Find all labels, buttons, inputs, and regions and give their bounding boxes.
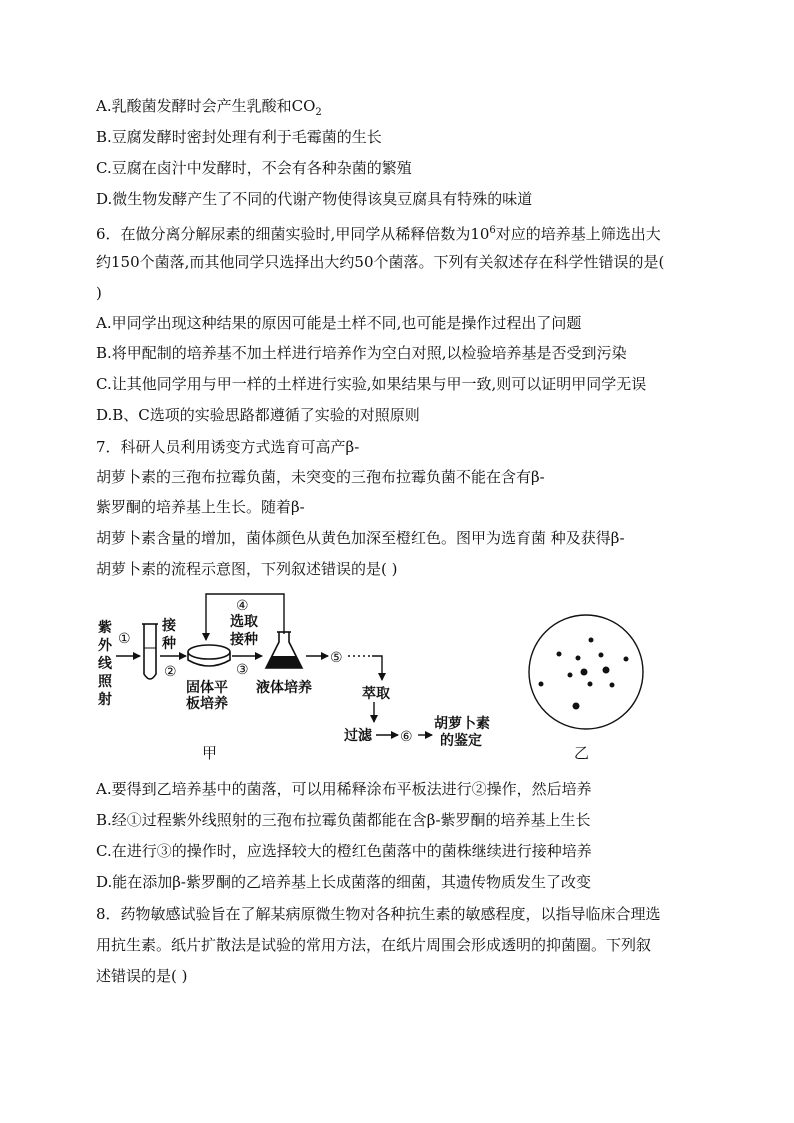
arrow-to-extraction: [372, 656, 382, 680]
figure-label-jia: 甲: [202, 744, 218, 762]
q6-stem-part-b: 对应的培养基上筛选出大: [495, 225, 661, 243]
q7-stem-line-3: 紫罗酮的培养基上生长。随着β-: [96, 498, 305, 516]
uv-irradiation-label: [98, 619, 113, 708]
inoculate-label-1: 接: [162, 618, 176, 634]
q7-option-a: A.要得到乙培养基中的菌落，可以用稀释涂布平板法进行②操作，然后培养: [96, 780, 592, 798]
q6-stem-line-2: 约150个菌落,而其他同学只选择出大约50个菌落。下列有关叙述存在科学性错误的是(: [96, 253, 665, 271]
select-label-1: 选取: [230, 614, 258, 630]
q7-stem-line-1: 7．科研人员利用诱变方式选育可高产β-: [96, 438, 360, 456]
q5-option-a-text: A.乳酸菌发酵时会产生乳酸和CO: [96, 97, 316, 115]
q8-stem-line-3: 述错误的是( ): [96, 967, 188, 985]
liquid-culture-label: 液体培养: [256, 680, 312, 696]
step-3-marker: ③: [236, 662, 249, 678]
solid-plate-label-2: 板培养: [186, 696, 228, 712]
q8-stem-line-1: 8．药物敏感试验旨在了解某病原微生物对各种抗生素的敏感程度，以指导临床合理选: [96, 905, 661, 923]
q7-stem-line-2: 胡萝卜素的三孢布拉霉负菌，未突变的三孢布拉霉负菌不能在含有β-: [96, 468, 545, 486]
q5-option-b: B.豆腐发酵时密封处理有利于毛霉菌的生长: [96, 128, 382, 146]
figure-label-yi: 乙: [574, 744, 590, 762]
q8-stem-line-2: 用抗生素。纸片扩散法是试验的常用方法，在纸片周围会形成透明的抑菌圈。下列叙: [96, 936, 652, 954]
q7-option-c: C.在进行③的操作时，应选择较大的橙红色菌落中的菌株继续进行接种培养: [96, 842, 592, 860]
q6-option-c: C.让其他同学用与甲一样的土样进行实验,如果结果与甲一致,则可以证明甲同学无误: [96, 375, 647, 393]
step-1-marker: ①: [118, 631, 131, 647]
inoculate-label-2: 种: [162, 636, 176, 652]
step-6-marker: ⑥: [400, 729, 413, 745]
extraction-label: 萃取: [362, 686, 390, 702]
q7-figure: [96, 588, 656, 768]
uv-char-2: 外: [98, 638, 112, 654]
q6-stem-superscript: 6: [489, 225, 496, 236]
uv-char-4: 照: [98, 674, 112, 690]
step-4-marker: ④: [236, 598, 249, 614]
q6-stem-line-1: [96, 221, 661, 244]
select-label-2: 接种: [230, 632, 258, 648]
step-5-marker: ⑤: [330, 650, 343, 666]
q6-option-b: B.将甲配制的培养基不加土样进行培养作为空白对照,以检验培养基是否受到污染: [96, 344, 627, 362]
filtration-label: 过滤: [344, 728, 372, 744]
q7-stem-line-4: 胡萝卜素含量的增加，菌体颜色从黄色加深至橙红色。图甲为选育菌 种及获得β-: [96, 529, 625, 547]
q5-option-a: [96, 96, 322, 123]
uv-char-1: 紫: [98, 620, 112, 636]
step-2-marker: ②: [164, 664, 177, 680]
conical-flask-icon: [266, 632, 302, 668]
identification-label-1: 胡萝卜素: [434, 716, 490, 732]
q7-option-b: B.经①过程紫外线照射的三孢布拉霉负菌都能在含β-紫罗酮的培养基上生长: [96, 811, 591, 829]
uv-char-5: 射: [98, 692, 112, 708]
uv-char-3: 线: [98, 656, 112, 672]
q6-stem-line-3: ): [96, 284, 102, 302]
q6-option-a: A.甲同学出现这种结果的原因可能是土样不同,也可能是操作过程出了问题: [96, 314, 582, 332]
q7-option-d: D.能在添加β-紫罗酮的乙培养基上长成菌落的细菌，其遗传物质发生了改变: [96, 873, 592, 891]
petri-plate-yi-icon: [529, 615, 643, 729]
q6-stem-part-a: 6．在做分离分解尿素的细菌实验时,甲同学从稀释倍数为10: [96, 225, 490, 243]
q5-option-a-subscript: 2: [315, 107, 322, 118]
q5-option-c: C.豆腐在卤汁中发酵时，不会有各种杂菌的繁殖: [96, 159, 412, 177]
q5-option-d: D.微生物发酵产生了不同的代谢产物使得该臭豆腐具有特殊的味道: [96, 190, 533, 208]
solid-plate-label-1: 固体平: [186, 680, 228, 696]
petri-dish-icon: [188, 645, 230, 666]
q6-option-d: D.B、C选项的实验思路都遵循了实验的对照原则: [96, 406, 420, 424]
test-tube-icon: [142, 624, 158, 679]
identification-label-2: 的鉴定: [440, 733, 482, 749]
q7-stem-line-5: 胡萝卜素的流程示意图，下列叙述错误的是( ): [96, 560, 398, 578]
